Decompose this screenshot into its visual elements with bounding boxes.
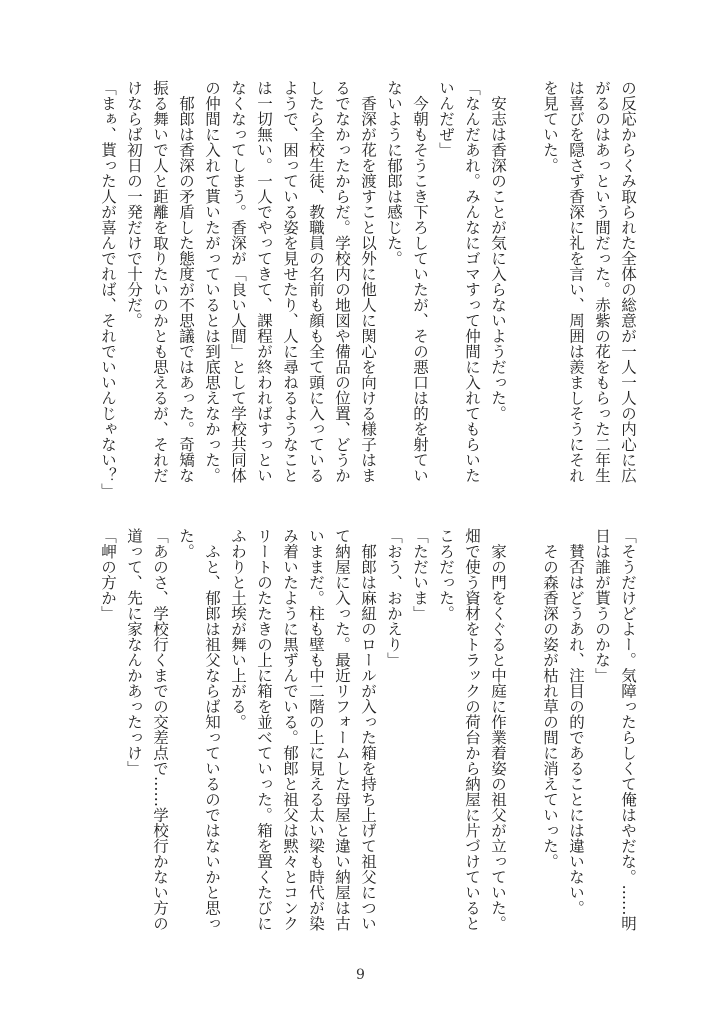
text-column: 安志は香深のことが気に入らないようだった。 [489, 80, 507, 421]
text-column: ころだった。 [437, 528, 455, 621]
text-column: その森香深の姿が枯れ草の間に消えていった。 [541, 528, 559, 869]
text-column: 畑で使う資材をトラックの荷台から納屋に片づけていると [463, 528, 481, 931]
text-column: 今朝もそうこき下ろしていたが、その悪口は的を射てい [411, 80, 429, 483]
text-column: を見ていた。 [541, 80, 559, 173]
text-column: けならば初日の一発だけで十分だ。 [125, 80, 143, 328]
text-column: ふと、郁郎は祖父ならば知っているのではないかと思っ [203, 528, 221, 931]
scene-break [511, 80, 537, 520]
text-column: は一切無い。一人でやってきて、課程が終わればすっとい [255, 80, 273, 483]
text-column: いんだぜ」 [437, 80, 455, 158]
text-column: 香深が花を渡すこと以外に他人に関心を向ける様子はま [359, 80, 377, 483]
text-column: た。 [177, 528, 195, 559]
text-column: ようで、困っている姿を見せたり、人に尋ねるようなこと [281, 80, 299, 483]
text-column: て納屋に入った。最近リフォームした母屋と違い納屋は古 [333, 528, 351, 931]
text-column: 郁郎は香深の矛盾した態度が不思議ではあった。奇矯な [177, 80, 195, 483]
text-column: 「岬の方か」 [99, 528, 117, 621]
text-column: 道って、先に家なんかあったっけ」 [125, 528, 143, 776]
text-column: 賛否はどうあれ、注目の的であることには違いない。 [567, 528, 585, 916]
text-column: 振る舞いで人と距離を取りたいのかとも思えるが、それだ [151, 80, 169, 483]
text-column: 「まぁ、貰った人が喜んでれば、それでいいんじゃない？」 [99, 80, 117, 499]
text-column: るでなかったからだ。学校内の地図や備品の位置、どうか [333, 80, 351, 483]
text-column: 「なんだあれ。みんなにゴマすって仲間に入れてもらいた [463, 80, 481, 483]
text-column: 「ただいま」 [411, 528, 429, 621]
text-column: 「あのさ、学校行くまでの交差点で……学校行かない方の [151, 528, 169, 931]
text-column: がるのはあっという間だった。赤紫の花をもらった二年生 [593, 80, 611, 483]
text-column: ないように郁郎は感じた。 [385, 80, 403, 266]
page-number: 9 [356, 967, 365, 983]
text-column: 日は誰が貰うのかな」 [593, 528, 611, 683]
text-column: は喜びを隠さず香深に礼を言い、周囲は羨ましそうにそれ [567, 80, 585, 483]
text-column: ふわりと土埃が舞い上がる。 [229, 528, 247, 730]
text-column: リートのたたきの上に箱を並べていった。箱を置くたびに [255, 528, 273, 931]
text-column: 「そうだけどよー。気障ったらしくて俺はやだな。……明 [619, 528, 637, 931]
text-column: 「おう、おかえり」 [385, 528, 403, 668]
scene-break [511, 528, 537, 968]
text-column: いままだ。柱も壁も中二階の上に見える太い梁も時代が染 [307, 528, 325, 931]
text-column: なくなってしまう。香深が「良い人間」として学校共同体 [229, 80, 247, 483]
text-column: 家の門をくぐると中庭に作業着姿の祖父が立っていた。 [489, 528, 507, 931]
lower-text-block [95, 528, 641, 968]
text-column: の反応からくみ取られた全体の総意が一人一人の内心に広 [619, 80, 637, 483]
upper-text-block [95, 80, 641, 520]
text-column: 郁郎は麻紐のロールが入った箱を持ち上げて祖父につい [359, 528, 377, 931]
text-column: の仲間に入れて貰いたがっているとは到底思えなかった。 [203, 80, 221, 483]
text-column: したら全校生徒、教職員の名前も顔も全て頭に入っている [307, 80, 325, 483]
text-column: み着いたように黒ずんでいる。郁郎と祖父は黙々とコンク [281, 528, 299, 931]
